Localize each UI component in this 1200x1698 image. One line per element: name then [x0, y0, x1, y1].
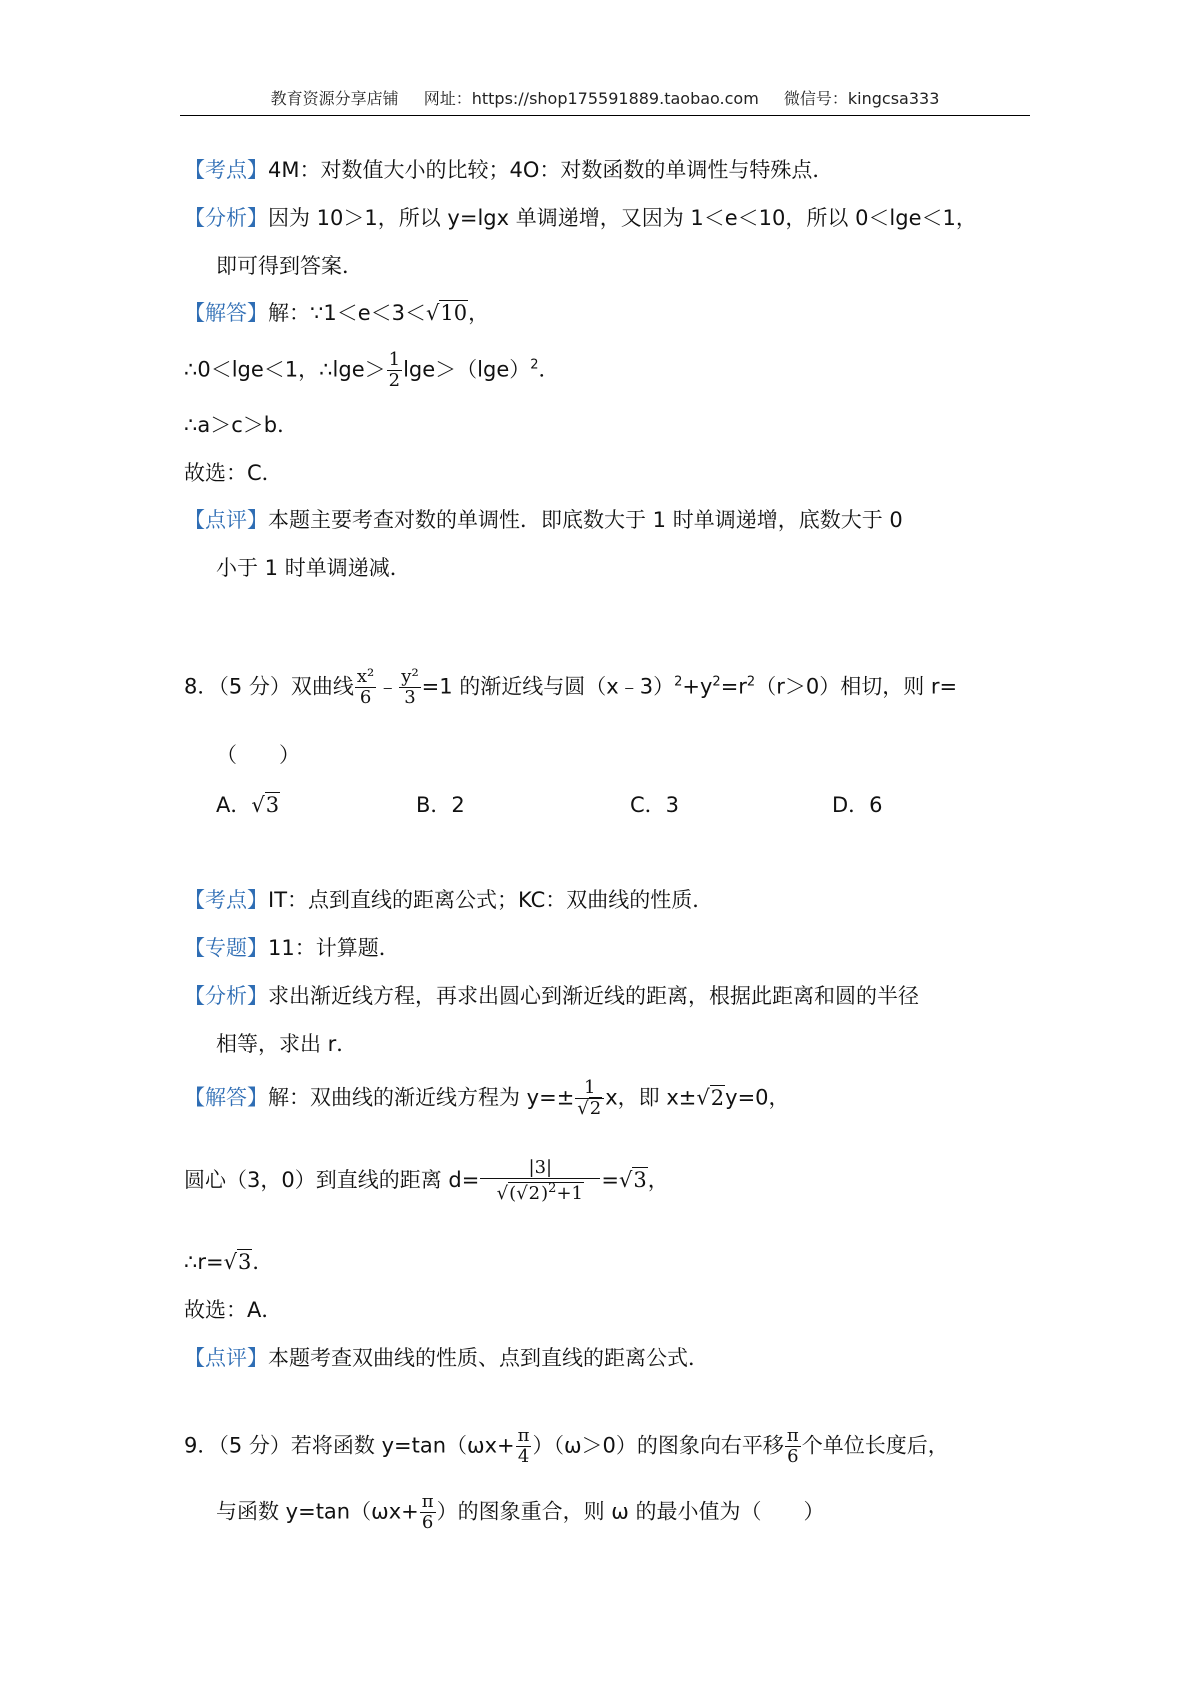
- q8-kaodian-tag: 【考点】: [184, 888, 268, 912]
- comma: ，: [647, 1168, 669, 1192]
- q8-jieda-2: [184, 1158, 669, 1204]
- q8-kaodian: [184, 885, 713, 915]
- frac-x2-6: [355, 667, 376, 708]
- q7-jieda-text-1: 解：∵1＜e＜3＜: [268, 301, 427, 325]
- frac-num: x²: [356, 666, 375, 687]
- q8-fenxi: [184, 981, 919, 1011]
- header-shop: 教育资源分享店铺: [270, 89, 399, 108]
- option-a-label: A．: [216, 793, 252, 817]
- plus-one: +1: [556, 1183, 583, 1204]
- period: ．: [252, 1250, 274, 1274]
- sup-2: 2: [548, 1181, 557, 1196]
- q9-stem-1b: ）（ω＞0）的图象向右平移: [532, 1433, 784, 1458]
- q9-stem-2a: 与函数 y=tan（ωx+: [216, 1499, 419, 1524]
- frac-den: 6: [359, 687, 372, 708]
- frac-den: $√(√2)^2+1$: [496, 1181, 583, 1204]
- sqrt-3: √3: [251, 793, 280, 817]
- sup-2: 2: [530, 357, 539, 373]
- frac-num: y²: [401, 666, 419, 687]
- frac-y2-3: [399, 667, 420, 708]
- sqrt-2: 2: [528, 1183, 541, 1204]
- frac-den: √2: [577, 1098, 602, 1119]
- q8-fenxi-text-1: 求出渐近线方程，再求出圆心到渐近线的距离，根据此距离和圆的半径: [268, 984, 919, 1008]
- q7-jieda-2a: ∴0＜lge＜1，∴lge＞: [184, 357, 386, 382]
- q7-dianping: [184, 505, 903, 535]
- frac-1-sqrt2: [575, 1078, 604, 1119]
- q8-jieda-4: 故选：A．: [184, 1298, 283, 1322]
- q8-fenxi-tag: 【分析】: [184, 984, 268, 1008]
- q8-stem-e: （r＞0）相切，则 r=: [755, 674, 958, 699]
- q8-zhuanti-tag: 【专题】: [184, 936, 268, 960]
- q8-dianping-text: 本题考查双曲线的性质、点到直线的距离公式．: [268, 1346, 709, 1370]
- q8-option-c[interactable]: C．3: [630, 793, 680, 817]
- q7-jieda-comma: ，: [468, 301, 490, 325]
- q8-option-d[interactable]: D．6: [832, 793, 883, 817]
- frac-den: 6: [787, 1446, 799, 1467]
- q7-dianping-tag: 【点评】: [184, 508, 268, 532]
- q7-kaodian-tag: 【考点】: [184, 158, 268, 182]
- q8-stem-a: 8．（5 分）双曲线: [184, 674, 354, 699]
- minus-sign: ﹣: [377, 674, 399, 699]
- frac-den: 2: [388, 370, 401, 391]
- sup-2: 2: [746, 674, 756, 690]
- q8-jieda-3: [184, 1247, 273, 1277]
- q7-fenxi-2: 即可得到答案．: [216, 254, 363, 278]
- q9-stem-1a: 9．（5 分）若将函数 y=tan（ωx+: [184, 1433, 515, 1458]
- frac-den: 3: [404, 687, 416, 708]
- q8-zhuanti-text: 11：计算题．: [268, 936, 400, 960]
- frac-distance: [480, 1158, 600, 1204]
- q8-paren: （ ）: [216, 743, 300, 767]
- frac-num: 1: [575, 1078, 604, 1099]
- q7-fenxi-text-1: 因为 10＞1，所以 y=lgx 单调递增，又因为 1＜e＜10，所以 0＜lge＜1，: [268, 206, 977, 230]
- sup-2: 2: [712, 674, 721, 690]
- frac-num: 1: [388, 349, 401, 370]
- q9-stem-2: [216, 1492, 825, 1533]
- paren-close: ): [541, 1183, 549, 1204]
- header-url: 网址：https://shop175591889.taobao.com: [423, 89, 759, 108]
- q7-jieda-2c: ．: [538, 357, 560, 382]
- q8-dianping-tag: 【点评】: [184, 1346, 268, 1370]
- q7-jieda: [184, 298, 489, 328]
- frac-num: |3|: [480, 1158, 600, 1179]
- q7-jieda-2: [184, 350, 560, 391]
- frac-num: π: [517, 1425, 530, 1446]
- q7-jieda-4: 故选：C．: [184, 461, 283, 485]
- q8-jieda: [184, 1078, 790, 1119]
- q8-dianping: [184, 1343, 709, 1373]
- q7-kaodian-text: 4M：对数值大小的比较；4O：对数函数的单调性与特殊点．: [268, 158, 834, 182]
- frac-den: 4: [517, 1446, 530, 1467]
- q7-fenxi: [184, 203, 977, 233]
- q7-fenxi-tag: 【分析】: [184, 206, 268, 230]
- q9-stem-1c: 个单位长度后，: [801, 1433, 949, 1458]
- q8-option-a[interactable]: [216, 790, 280, 820]
- q8-jieda-1a: 解：双曲线的渐近线方程为 y=±: [268, 1085, 575, 1110]
- frac-num: π: [786, 1425, 799, 1446]
- sqrt-10: √10: [426, 301, 468, 325]
- frac-one-half: [387, 350, 402, 391]
- q9-stem-1: [184, 1426, 949, 1467]
- q8-stem-c: +y: [682, 674, 713, 699]
- q8-option-b[interactable]: B．2: [416, 793, 465, 817]
- q7-jieda-2b: lge＞（lge）: [403, 357, 531, 382]
- sqrt-3: √3: [618, 1168, 647, 1192]
- frac-num: π: [421, 1491, 434, 1512]
- q8-fenxi-2: 相等，求出 r．: [216, 1032, 358, 1056]
- q8-kaodian-text: IT：点到直线的距离公式；KC：双曲线的性质．: [268, 888, 714, 912]
- equals: =: [601, 1168, 619, 1192]
- q9-stem-2b: ）的图象重合，则 ω 的最小值为（ ）: [436, 1499, 825, 1524]
- q8-stem-b: =1 的渐近线与圆（x﹣3）: [421, 674, 675, 699]
- frac-pi-4: [516, 1426, 532, 1467]
- q8-zhuanti: [184, 933, 400, 963]
- q7-dianping-text-1: 本题主要考查对数的单调性．即底数大于 1 时单调递增，底数大于 0: [268, 508, 903, 532]
- sqrt-2: 2: [589, 1098, 602, 1119]
- sup-2: 2: [674, 674, 683, 690]
- q8-stem-d: =r: [720, 674, 747, 699]
- q7-dianping-2: 小于 1 时单调递减．: [216, 556, 411, 580]
- q8-jieda-2a: 圆心（3，0）到直线的距离 d=: [184, 1168, 480, 1192]
- q7-jieda-tag: 【解答】: [184, 301, 268, 325]
- frac-den: 6: [421, 1512, 434, 1533]
- q8-jieda-tag: 【解答】: [184, 1085, 268, 1110]
- sqrt-3: √3: [223, 1250, 252, 1274]
- q8-stem: [184, 667, 957, 708]
- paren-open: (: [509, 1183, 517, 1204]
- q7-jieda-3: ∴a＞c＞b．: [184, 413, 299, 437]
- q7-kaodian: [184, 155, 833, 185]
- frac-pi-6: [420, 1492, 436, 1533]
- page-header: [180, 86, 1030, 116]
- q8-jieda-1b: x，即 x±: [605, 1085, 697, 1110]
- header-wechat: 微信号：kingcsa333: [783, 89, 940, 108]
- q8-jieda-3a: ∴r=: [184, 1250, 224, 1274]
- sqrt-2: √2: [696, 1085, 725, 1110]
- frac-pi-6: [785, 1426, 801, 1467]
- q8-jieda-1c: y=0，: [725, 1085, 790, 1110]
